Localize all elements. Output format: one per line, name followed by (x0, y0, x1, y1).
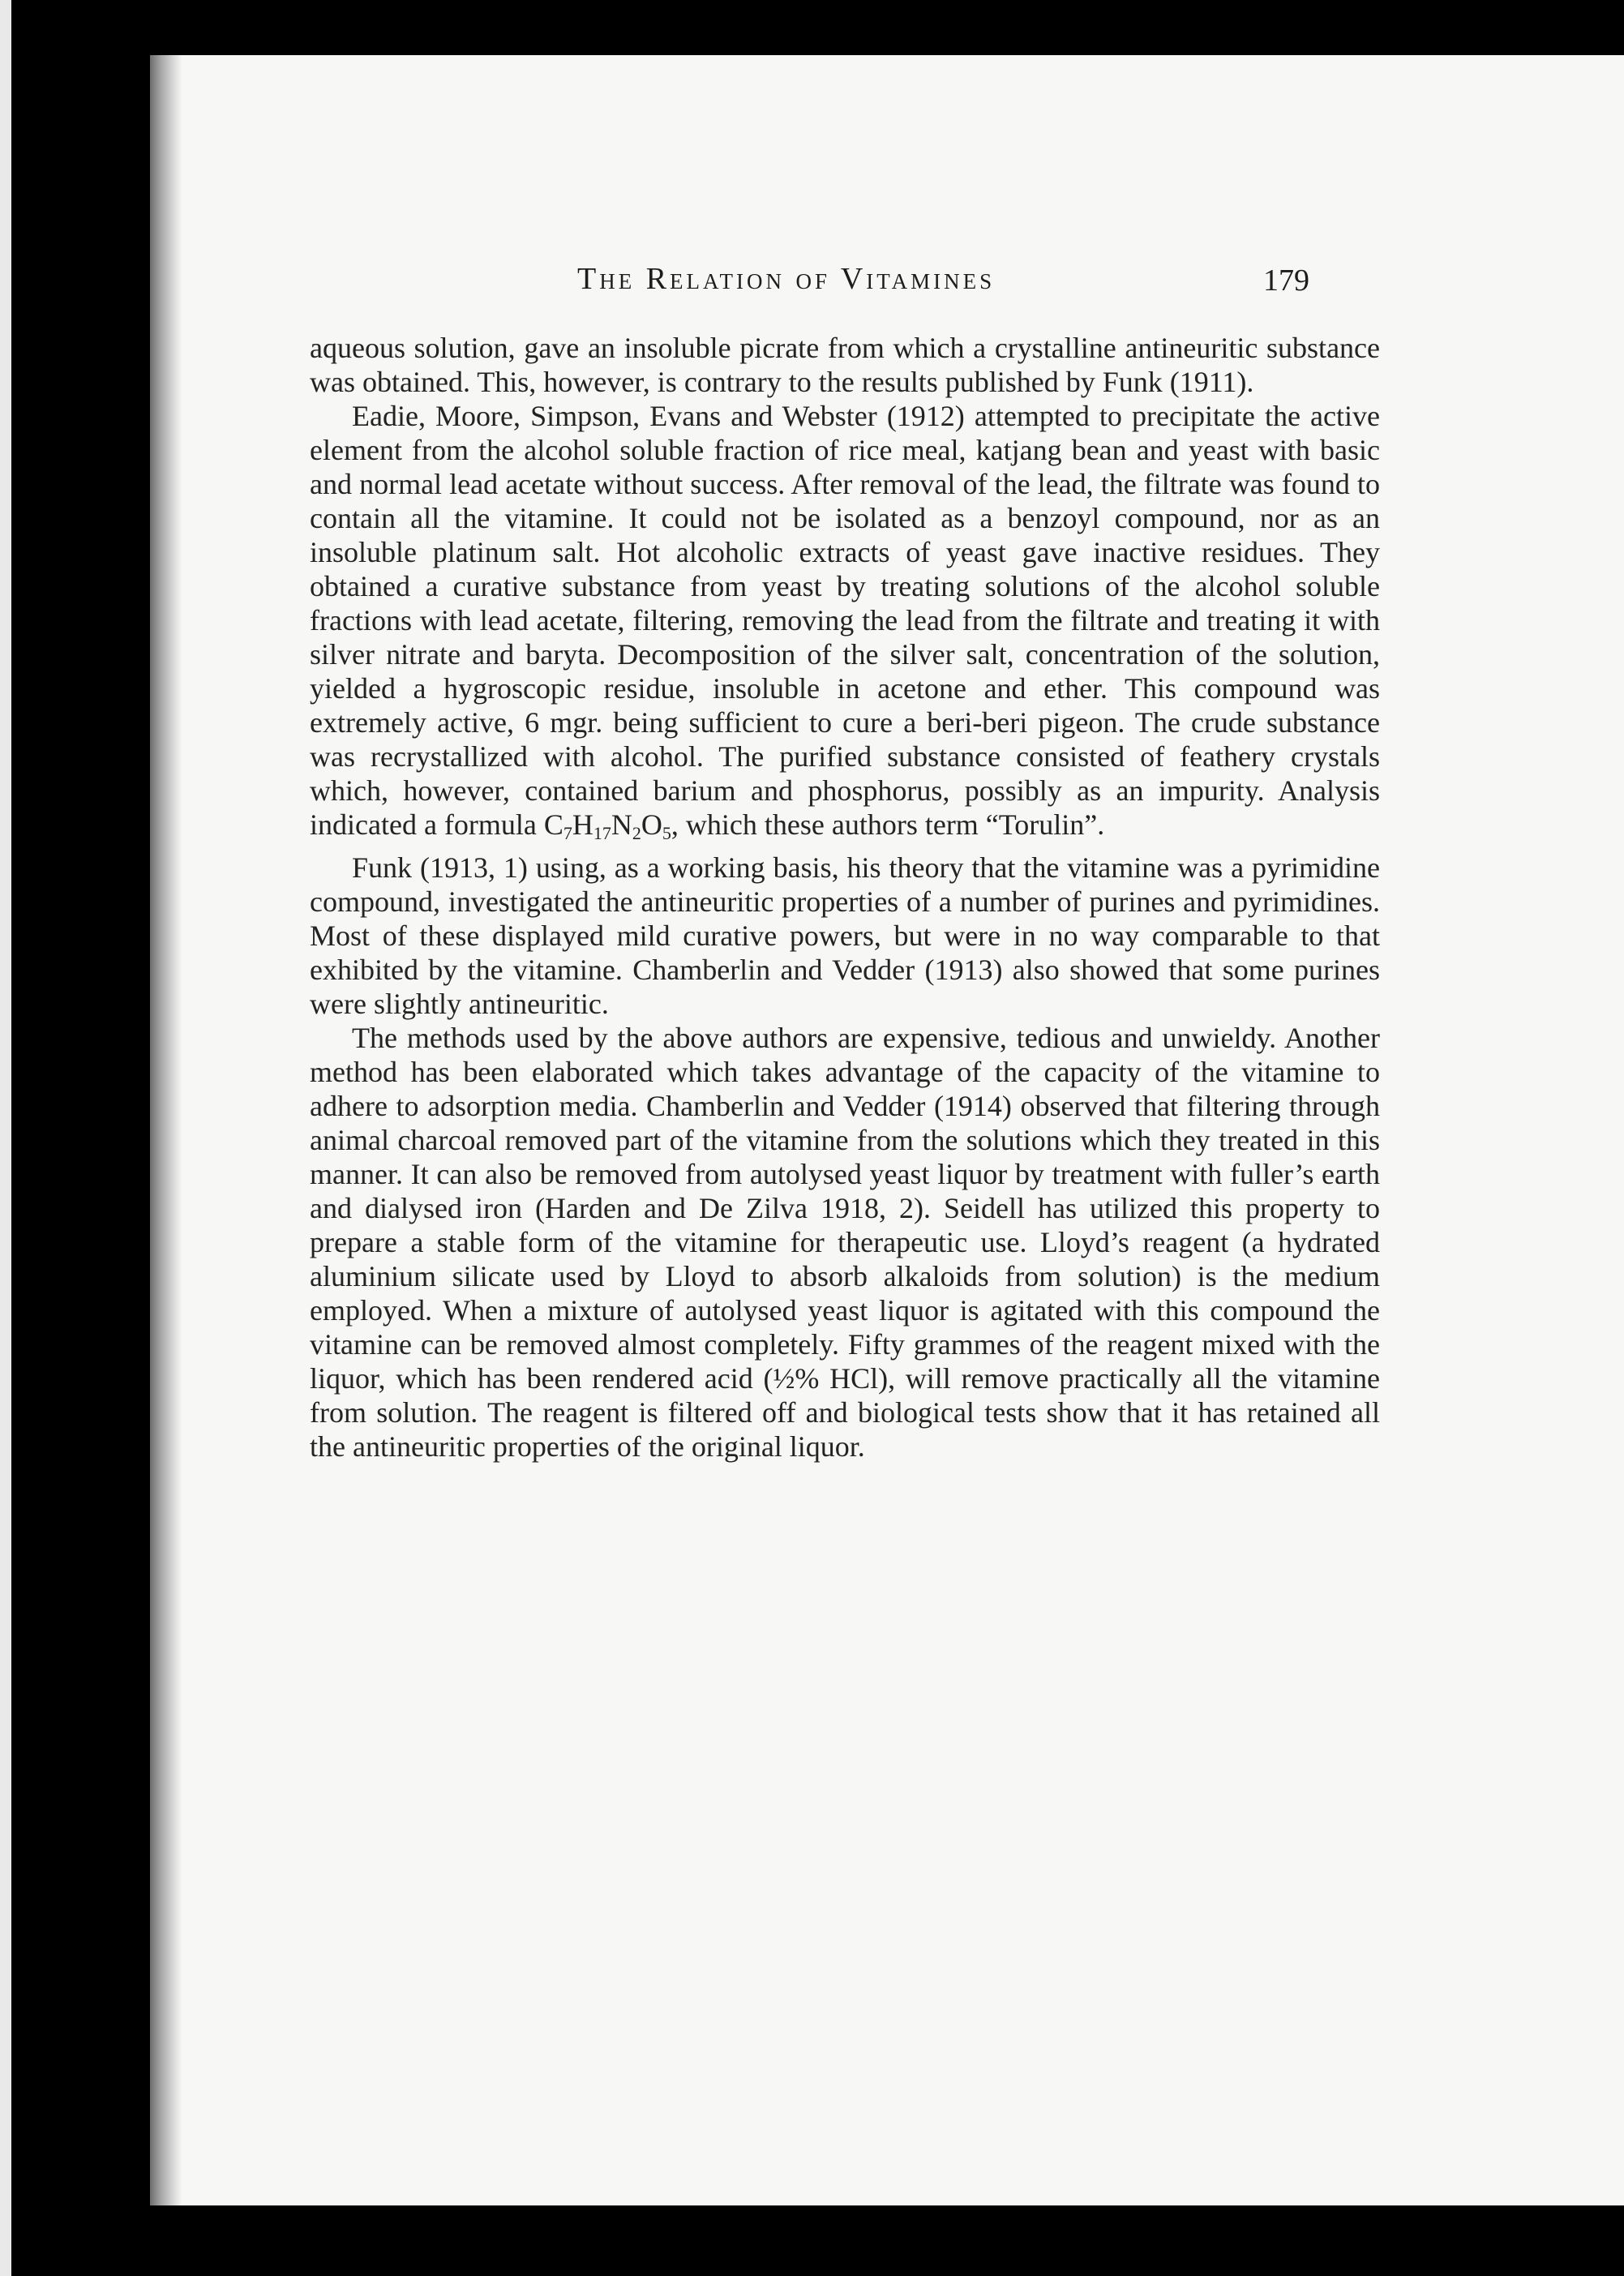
chemical-formula: $C_7H_{17}N_2O_5$ (543, 808, 671, 843)
paragraph-continued: aqueous solution, gave an insoluble picrate from which a crystalline antineuritic substance was obtained. This, however, is contrary to the results published by Funk (1911). (310, 332, 1380, 398)
running-head (0, 261, 1624, 310)
paragraph-eadie (310, 399, 1380, 851)
adjacent-page-edge (0, 0, 11, 2276)
paragraph-eadie-text: Eadie, Moore, Simpson, Evans and Webster (1912) attempted to precipitate the active element from the alcohol soluble fraction of rice meal, katjang bean and yeast with basic and normal lead acetate without success. After removal of the lead, the filtrate was found to contain all the vitamine. It could not be isolated as a benzoyl compound, nor as an insoluble platinum salt. Hot alcoholic extracts of yeast gave inactive residues. They obtained a curative substance from yeast by treating solutions of the alcohol soluble fractions with lead acetate, filtering, removing the lead from the filtrate and treating it with silver nitrate and baryta. Decomposition of the silver salt, concentration of the solution, yielded a hygroscopic residue, insoluble in acetone and ether. This compound was extremely active, 6 mgr. being sufficient to cure a beri-beri pigeon. The crude substance was recrystallized with alcohol. The purified substance consisted of feathery crystals which, however, contained barium and phosphorus, possibly as an impurity. Analysis indicated a formula (310, 400, 1380, 841)
paragraph-funk: Funk (1913, 1) using, as a working basis, his theory that the vitamine was a pyrimidine compound, investigated the antineuritic properties of a number of purines and pyrimidines. Most of these displayed mild curative powers, but were in no way comparable to that exhibited by the vitamine. Chamberlin and Vedder (1913) also showed that some purines were slightly antineuritic. (310, 851, 1380, 1020)
paragraph-eadie-end: , which these authors term “Torulin”. (671, 808, 1105, 841)
running-title: The Relation of Vitamines (577, 262, 996, 296)
page-number: 179 (1263, 264, 1309, 298)
body-text (310, 331, 1380, 1464)
paragraph-methods: The methods used by the above authors are expensive, tedious and unwieldy. Another method has been elaborated which takes advantage of the capacity of the vitamine to adhere to adsorption media. Chamberlin and Vedder (1914) observed that filtering through animal charcoal removed part of the vitamine from the solutions which they treated in this manner. It can also be removed from autolysed yeast liquor by treatment with fuller’s earth and dialysed iron (Harden and De Zilva 1918, 2). Seidell has utilized this property to prepare a stable form of the vitamine for therapeutic use. Lloyd’s reagent (a hydrated aluminium silicate used by Lloyd to absorb alkaloids from solution) is the medium employed. When a mixture of autolysed yeast liquor is agitated with this compound the vitamine can be removed almost completely. Fifty grammes of the reagent mixed with the liquor, which has been rendered acid (½% HCl), will remove practically all the vitamine from solution. The reagent is filtered off and biological tests show that it has retained all the antineuritic properties of the original liquor. (310, 1022, 1380, 1463)
page-binding-shadow (150, 55, 182, 2205)
